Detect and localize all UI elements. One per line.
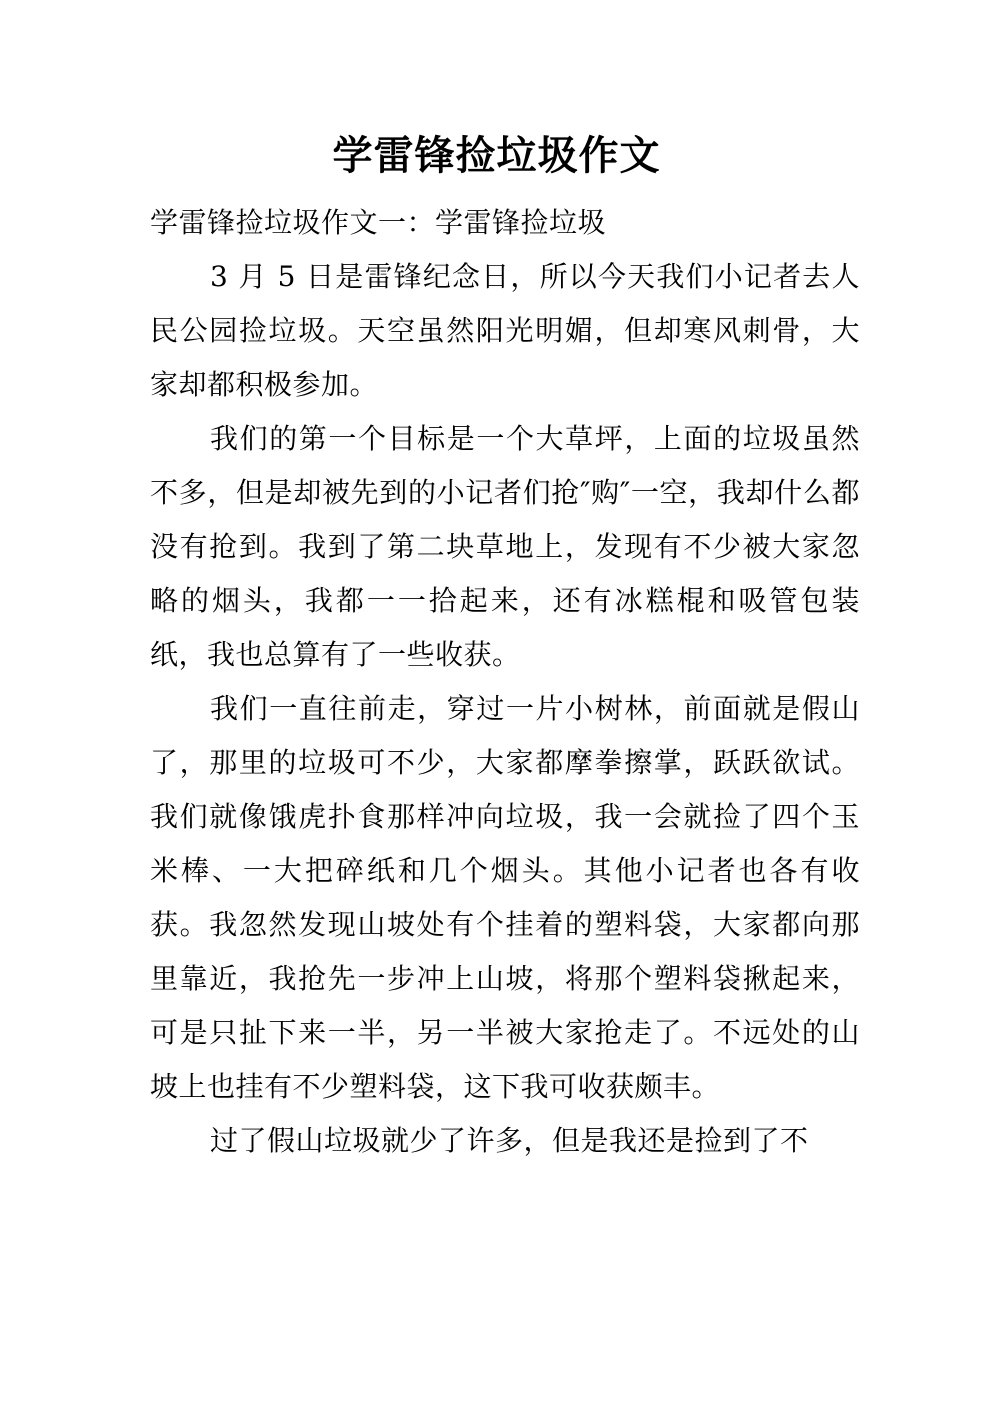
paragraph-4: 过了假山垃圾就少了许多，但是我还是捡到了不: [210, 1124, 809, 1157]
section-heading: 学雷锋捡垃圾作文一：学雷锋捡垃圾: [150, 206, 607, 239]
paragraph-1: 3 月 5 日是雷锋纪念日，所以今天我们小记者去人民公园捡垃圾。天空虽然阳光明媚，但却寒风刺骨，大家却都积极参加。: [150, 260, 860, 401]
paragraph-3: 我们一直往前走，穿过一片小树林，前面就是假山了，那里的垃圾可不少，大家都摩拳擦掌，跃跃欲试。我们就像饿虎扑食那样冲向垃圾，我一会就捡了四个玉米棒、一大把碎纸和几个烟头。其他小记者也各有收获。我忽然发现山坡处有个挂着的塑料袋，大家都向那里靠近，我抢先一步冲上山坡，将那个塑料袋揪起来，可是只扯下来一半，另一半被大家抢走了。不远处的山坡上也挂有不少塑料袋，这下我可收获颇丰。: [150, 692, 860, 1103]
paragraph-2: 我们的第一个目标是一个大草坪，上面的垃圾虽然不多，但是却被先到的小记者们抢″购″一空，我却什么都没有抢到。我到了第二块草地上，发现有不少被大家忽略的烟头，我都一一拾起来，还有冰糕棍和吸管包装纸，我也总算有了一些收获。: [150, 422, 860, 671]
document-body: [150, 196, 860, 1168]
document-title: 学雷锋捡垃圾作文: [332, 133, 661, 179]
